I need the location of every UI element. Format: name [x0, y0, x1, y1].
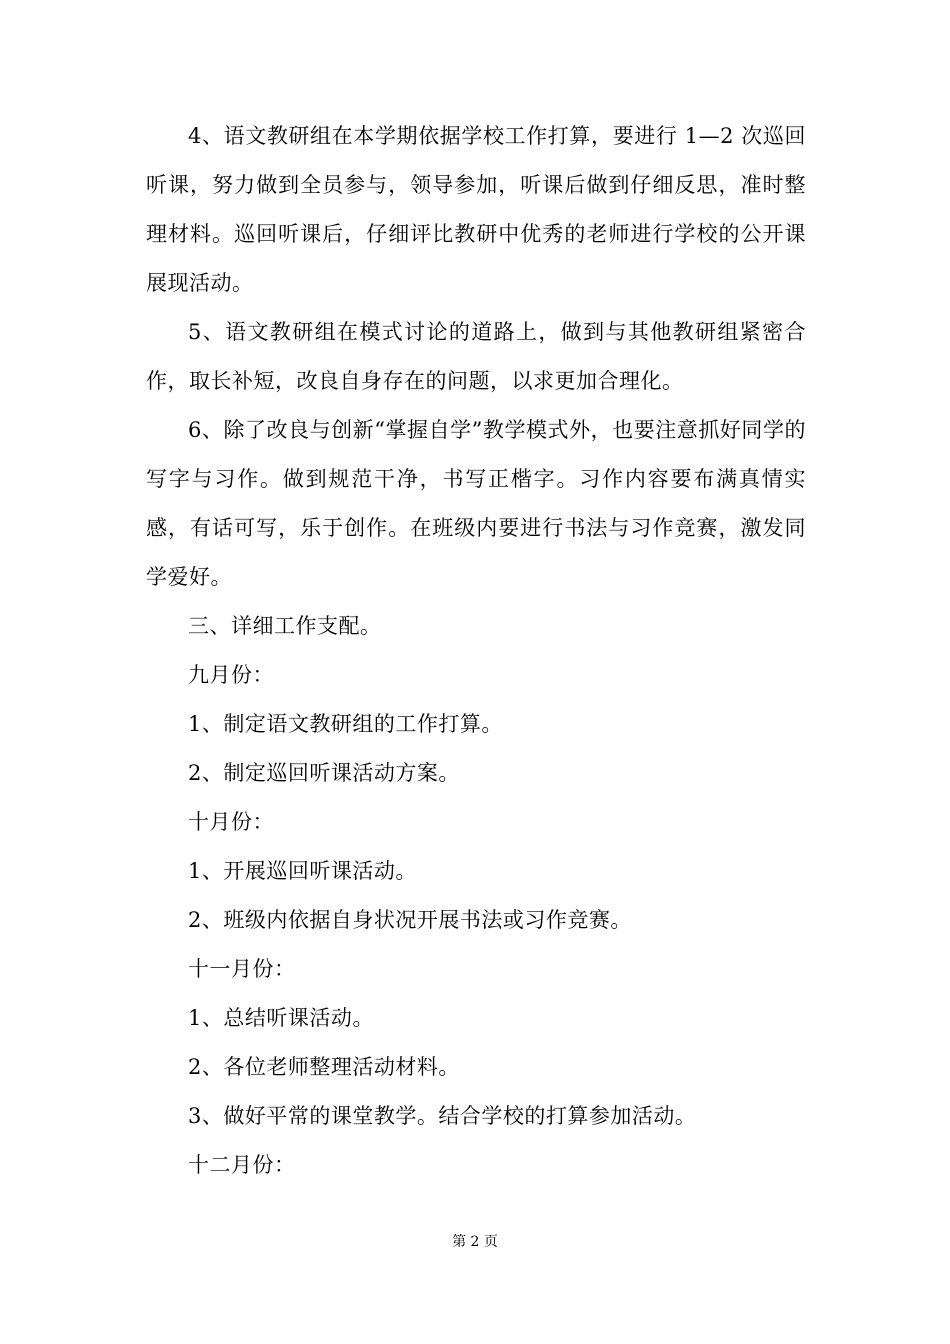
october-task-1: 1、开展巡回听课活动。 — [188, 859, 417, 883]
month-heading-november: 十一月份： — [188, 957, 296, 981]
page-number-footer: 第 2 页 — [452, 1234, 498, 1250]
section-heading-schedule: 三、详细工作支配。 — [188, 614, 382, 638]
month-heading-december: 十二月份： — [188, 1153, 296, 1177]
paragraph-item-4: 4、语文教研组在本学期依据学校工作打算，要进行 1—2 次巡回听课，努力做到全员参与，领导参加，听课后做到仔细反思，准时整理材料。巡回听课后，仔细评比教研中优秀的老师进行学校的公开课展现活动。 — [146, 124, 806, 295]
paragraph-item-5: 5、语文教研组在模式讨论的道路上，做到与其他教研组紧密合作，取长补短，改良自身存在的问题，以求更加合理化。 — [146, 320, 806, 393]
september-task-2: 2、制定巡回听课活动方案。 — [188, 761, 460, 785]
document-body — [146, 112, 806, 1190]
october-task-2: 2、班级内依据自身状况开展书法或习作竞赛。 — [188, 908, 632, 932]
paragraph-item-6: 6、除了改良与创新“掌握自学”教学模式外，也要注意抓好同学的写字与习作。做到规范干净，书写正楷字。习作内容要布满真情实感，有话可写，乐于创作。在班级内要进行书法与习作竞赛，激发同学爱好。 — [146, 418, 806, 589]
month-heading-october: 十月份： — [188, 810, 274, 834]
november-task-3: 3、做好平常的课堂教学。结合学校的打算参加活动。 — [188, 1104, 697, 1128]
september-task-1: 1、制定语文教研组的工作打算。 — [188, 712, 503, 736]
november-task-2: 2、各位老师整理活动材料。 — [188, 1055, 460, 1079]
november-task-1: 1、总结听课活动。 — [188, 1006, 374, 1030]
month-heading-september: 九月份： — [188, 663, 274, 687]
